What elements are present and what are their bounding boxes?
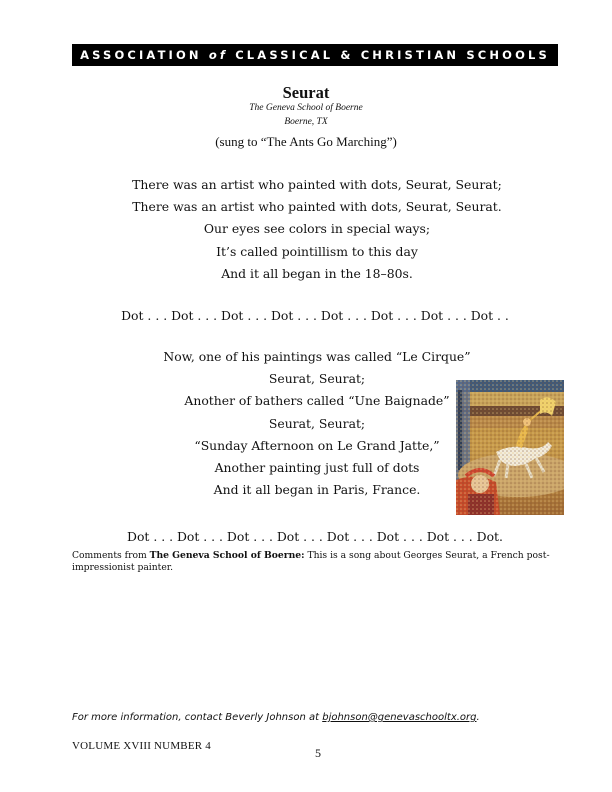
verse-line: Another painting just full of dots	[214, 460, 420, 476]
verse-line: Seurat, Seurat;	[268, 371, 366, 387]
verse-line: “Sunday Afternoon on Le Grand Jatte,”	[194, 437, 440, 453]
refrain-dots-1: Dot . . . Dot . . . Dot . . . Dot . . . Dot . . . Dot . . . Dot . . . Dot . .	[121, 308, 509, 323]
header-of: of	[208, 48, 229, 62]
contact-text: For more information, contact Beverly Johnson at	[72, 712, 320, 723]
verse-1	[0, 174, 612, 285]
le-cirque-painting-image	[456, 380, 564, 515]
page-number: 5	[315, 746, 321, 760]
comments-paragraph	[72, 550, 558, 574]
contact-period: .	[476, 712, 480, 723]
contact-email-link[interactable]: bjohnson@genevaschooltx.org	[322, 712, 477, 723]
tune-note: (sung to “The Ants Go Marching”)	[215, 134, 397, 149]
verse-line: Another of bathers called “Une Baignade”	[184, 393, 450, 409]
header-schools: CLASSICAL & CHRISTIAN SCHOOLS	[235, 48, 550, 62]
volume-label: VOLUME XVIII NUMBER 4	[72, 740, 211, 752]
verse-line: Seurat, Seurat;	[268, 415, 366, 431]
contact-line	[72, 712, 480, 723]
school-location: Boerne, TX	[284, 117, 328, 127]
verse-line: There was an artist who painted with dots, Seurat, Seurat.	[132, 199, 502, 215]
verse-line: There was an artist who painted with dots, Seurat, Seurat;	[132, 177, 502, 192]
comments-label: Comments from	[72, 550, 147, 561]
verse-line: Our eyes see colors in special ways;	[203, 221, 431, 237]
verse-line: And it all began in the 18–80s.	[221, 265, 413, 281]
comments-text: This is a song about Georges Seurat, a French post-impressionist painter.	[72, 550, 550, 573]
song-title: Seurat	[282, 83, 330, 102]
header-association: ASSOCIATION	[80, 48, 202, 62]
verse-line: It’s called pointillism to this day	[216, 243, 418, 259]
verse-line: Now, one of his paintings was called “Le Cirque”	[163, 349, 471, 364]
publication-header	[72, 44, 558, 66]
verse-line: And it all began in Paris, France.	[213, 482, 421, 498]
refrain-dots-2: Dot . . . Dot . . . Dot . . . Dot . . . Dot . . . Dot . . . Dot . . . Dot.	[127, 529, 503, 544]
comments-school: The Geneva School of Boerne:	[149, 550, 305, 561]
school-name: The Geneva School of Boerne	[249, 103, 363, 113]
